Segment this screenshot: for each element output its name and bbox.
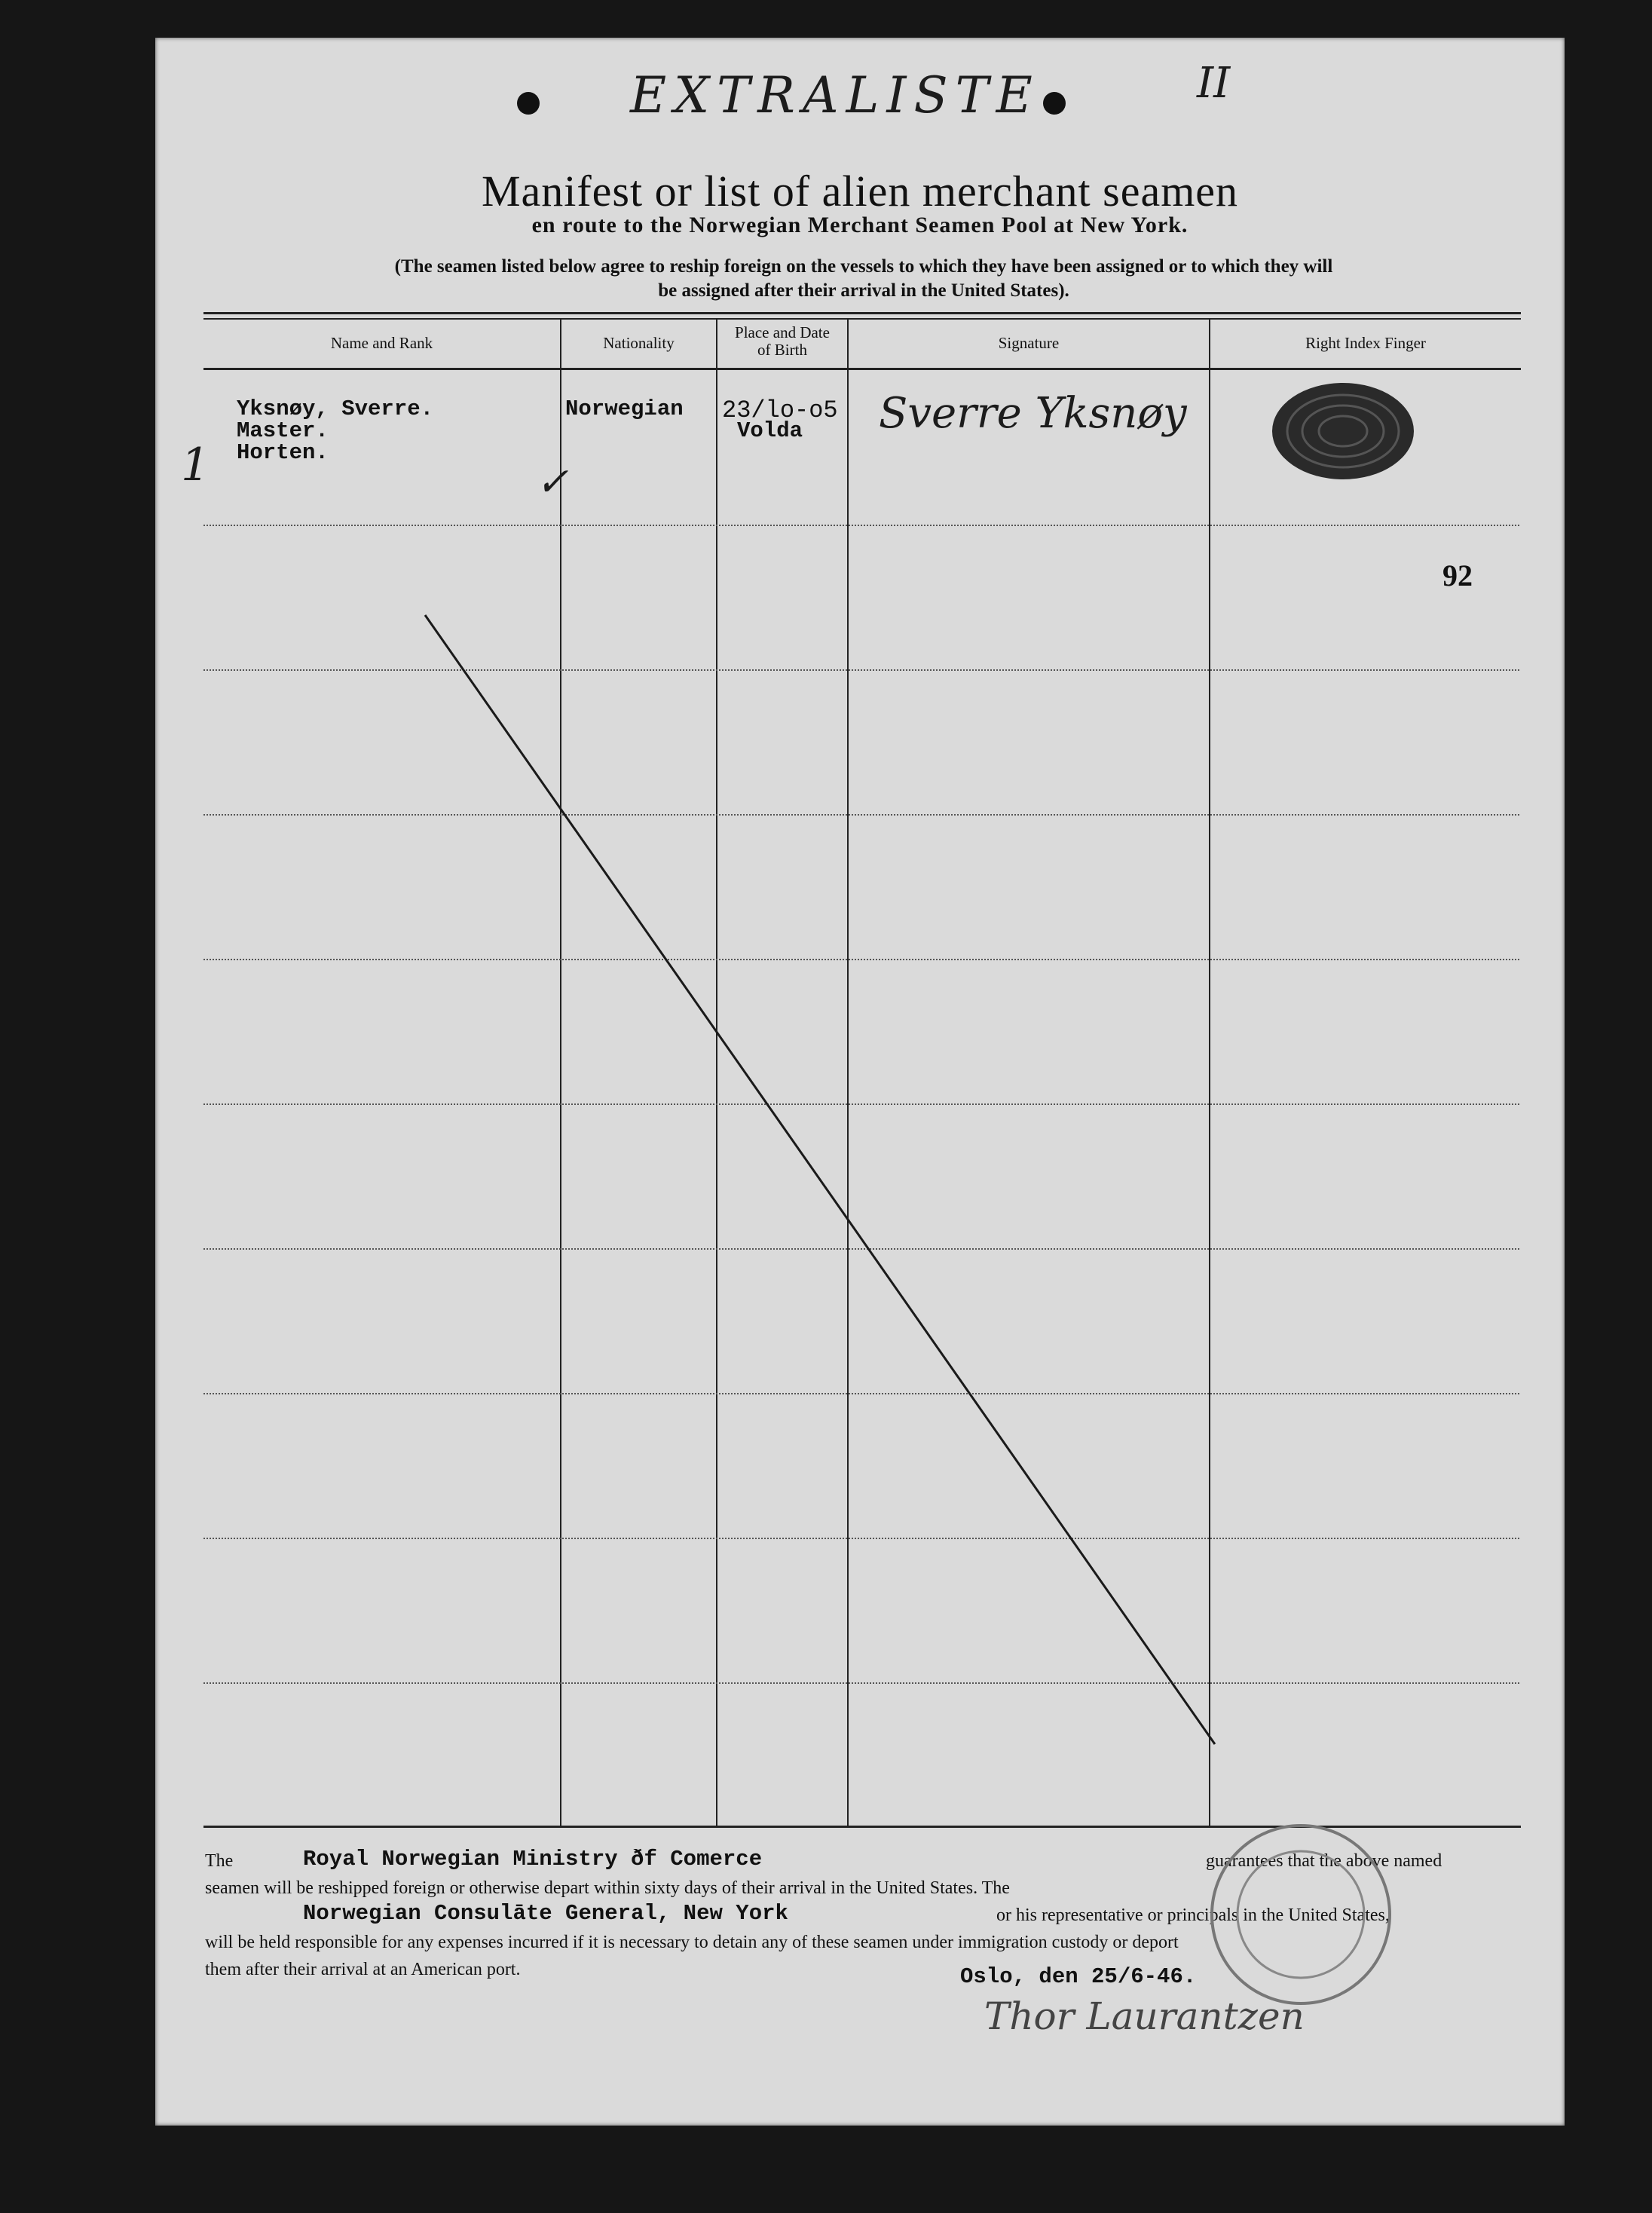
column-header-name: Name and Rank <box>330 334 433 352</box>
official-signature: Thor Laurantzen <box>984 1994 1305 2038</box>
note-line: be assigned after their arrival in the United States). <box>658 280 1069 301</box>
seaman-home: Horten. <box>237 440 329 465</box>
ministry-name: Royal Norwegian Ministry ðf Comerce <box>303 1847 763 1872</box>
handwritten-title: EXTRALISTE <box>630 66 1040 124</box>
seaman-name: Yksnøy, Sverre. <box>237 396 434 421</box>
manifest-page <box>155 38 1565 2126</box>
birth-date: 23/lo-o5 <box>722 396 838 424</box>
footer-guarantee: guarantees that the above named <box>1206 1851 1442 1871</box>
column-header-line: Place and Date <box>735 323 830 341</box>
check-mark: ✓ <box>536 460 569 505</box>
footer-line2: seamen will be reshipped foreign or otherwise depart within sixty days of their arrival in the United States. The <box>205 1878 1010 1898</box>
roman-numeral: II <box>1197 59 1231 108</box>
column-header-line: of Birth <box>757 341 807 359</box>
note-line: (The seamen listed below agree to reship foreign on the vessels to which they have been assigned or to which they will <box>394 256 1333 277</box>
cancel-line <box>155 38 1565 2126</box>
page-number: 92 <box>1442 559 1473 592</box>
footer-the: The <box>205 1851 234 1871</box>
birth-place: Volda <box>737 418 803 443</box>
stamp-inner-ring <box>1237 1851 1364 1978</box>
ministry-stamp <box>1203 1817 1399 2013</box>
column-header-finger: Right Index Finger <box>1305 334 1426 352</box>
consulate-name: Norwegian Consulāte General, New York <box>303 1901 788 1926</box>
column-header-signature: Signature <box>998 334 1060 352</box>
seaman-signature: Sverre Yksnøy <box>879 389 1187 438</box>
seaman-rank: Master. <box>237 418 329 443</box>
margin-mark: 1 <box>181 439 210 491</box>
footer-line3: or his representative or principals in the United States, <box>996 1905 1390 1925</box>
cancel-stroke <box>425 615 1215 1744</box>
footer-line4: will be held responsible for any expenses incurred if it is necessary to detain any of these seamen under immigration custody or deport <box>205 1933 1179 1952</box>
page-title: Manifest or list of alien merchant seamen <box>481 167 1239 216</box>
column-header-nationality: Nationality <box>603 334 675 352</box>
place-date: Oslo, den 25/6-46. <box>960 1964 1197 1989</box>
page-subtitle: en route to the Norwegian Merchant Seamen Pool at New York. <box>531 213 1189 237</box>
seaman-nationality: Norwegian <box>565 396 684 421</box>
footer-line5: them after their arrival at an American port. <box>205 1960 521 1979</box>
